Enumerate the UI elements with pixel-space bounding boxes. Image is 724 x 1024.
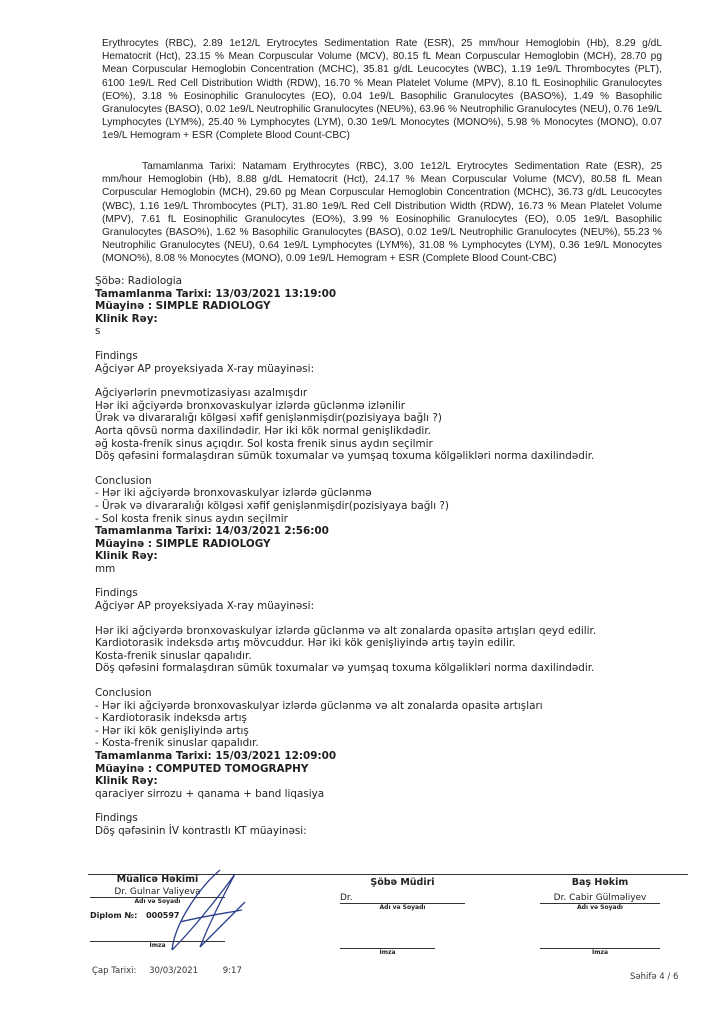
print-date-label: Çap Tarixi: xyxy=(92,966,137,976)
report2-findings-intro: Ağciyər AP proyeksiyada X-ray müayinəsi: xyxy=(95,600,315,613)
report2-clinical-value: mm xyxy=(95,562,116,575)
report2-completion-date: Tamamlanma Tarixi: 14/03/2021 2:56:00 xyxy=(95,525,329,538)
print-time: 9:17 xyxy=(222,966,242,976)
report1-finding: Ürək və divararalığı kölgəsi xəfif genişlənmişdir(pozisiyaya bağlı ?) xyxy=(95,412,442,425)
report1-clinical-value: s xyxy=(95,325,101,338)
report2-finding: Döş qəfəsini formalaşdıran sümük toxumalar və yumşaq toxuma kölgəlikləri norma daxilindədir. xyxy=(95,662,595,675)
report1-findings-label: Findings xyxy=(95,349,138,362)
department-head-name: Dr. xyxy=(340,893,465,904)
lab-results-block-1: Erythrocytes (RBC), 2.89 1e12/L Erytrocytes Sedimentation Rate (ESR), 25 mm/hour Hemoglobin (Hb), 8.29 g/dL Hematocrit (Hct), 23.15 % Mean Corpuscular Volume (MCV), 80.15 fL Mean Corpuscular Hemoglobin (MCH), 28.70 pg Mean Corpuscular Hemoglobin Concentration (MCHC), 35.81 g/dL Leucocytes (WBC), 1.19 1e9/L Thrombocytes (PLT), 6100 1e9/L Red Cell Distribution Width (RDW), 16.70 % Mean Platelet Volume (MPV), 8.10 fL Eosinophilic Granulocytes (EO%), 3.18 % Eosinophilic Granulocytes (EO), 0.04 1e9/L Basophilic Granulocytes (BASO%), 1.49 % Basophilic Granulocytes (BASO), 0.02 1e9/L Neutrophilic Granulocytes (NEU%), 63.96 % Neutrophilic Granulocytes (NEU), 0.76 1e9/L Lymphocytes (LYM%), 25.40 % Lymphocytes (LYM), 0.30 1e9/L Monocytes (MONO%), 5.98 % Monocytes (MONO), 0.07 1e9/L Hemogram + ESR (Complete Blood Count-CBC) xyxy=(102,38,662,142)
sign-caption: İmza xyxy=(379,949,396,956)
report3-findings-label: Findings xyxy=(95,812,138,825)
report1-finding: əğ kosta-frenik sinus açıqdır. Sol kosta frenik sinus aydın seçilmir xyxy=(95,437,433,450)
treating-doctor-title: Müalicə Həkimi xyxy=(116,874,199,885)
diploma-number: 000597 xyxy=(146,911,180,920)
report1-conclusion-item: - Sol kosta frenik sinus aydın seçilmir xyxy=(95,512,288,525)
lab-results-text-2: Tamamlanma Tarixi: Natamam Erythrocytes (RBC), 3.00 1e12/L Erytrocytes Sedimentation Rate (ESR), 25 mm/hour Hemoglobin (Hb), 8.88 g/dL Hematocrit (Hct), 24.17 % Mean Corpuscular Volume (MCV), 80.58 fL Mean Corpuscular Hemoglobin (MCH), 29.60 pg Mean Corpuscular Hemoglobin Concentration (MCHC), 36.73 g/dL Leucocytes (WBC), 1.16 1e9/L Thrombocytes (PLT), 31.80 1e9/L Red Cell Distribution Width (RDW), 16.73 % Mean Platelet Volume (MPV), 7.61 fL Eosinophilic Granulocytes (EO%), 3.99 % Eosinophilic Granulocytes (EO), 0.05 1e9/L Basophilic Granulocytes (BASO%), 1.62 % Basophilic Granulocytes (BASO), 0.02 1e9/L Neutrophilic Granulocytes (NEU%), 55.23 % Neutrophilic Granulocytes (NEU), 0.64 1e9/L Lymphocytes (LYM%), 31.08 % Lymphocytes (LYM), 0.36 1e9/L Monocytes (MONO%), 8.08 % Monocytes (MONO), 0.09 1e9/L Hemogram + ESR (Complete Blood Count-CBC) xyxy=(102,161,662,265)
report3-clinical-value: qaraciyer sirrozu + qanama + band liqasiya xyxy=(95,787,325,800)
report3-completion-date: Tamamlanma Tarixi: 15/03/2021 12:09:00 xyxy=(95,750,337,762)
report1-finding: Hər iki ağciyərdə bronxovaskulyar izlərdə güclənmə izlənilir xyxy=(95,399,406,412)
report2-findings-label: Findings xyxy=(95,587,138,600)
report2-exam-type: Müayinə : SIMPLE RADIOLOGY xyxy=(95,537,271,550)
report1-clinical-label: Klinik Rəy: xyxy=(95,312,158,325)
treating-doctor-name: Dr. Gulnar Valiyeva xyxy=(90,887,225,898)
print-date-row xyxy=(92,966,242,976)
department-label: Şöbə: Radiologia xyxy=(95,275,183,287)
report1-completion-date: Tamamlanma Tarixi: 13/03/2021 13:19:00 xyxy=(95,287,337,300)
report3-exam-type: Müayinə : COMPUTED TOMOGRAPHY xyxy=(95,762,309,775)
report2-conclusion-label: Conclusion xyxy=(95,687,152,700)
report2-conclusion-item: - Kardiotorasik indeksdə artış xyxy=(95,712,247,725)
chief-physician-name: Dr. Cabir Gülməliyev xyxy=(540,893,660,904)
report2-clinical-label: Klinik Rəy: xyxy=(95,550,158,563)
report2-conclusion-item: - Kosta-frenik sinuslar qapalıdır. xyxy=(95,737,259,750)
report1-conclusion-label: Conclusion xyxy=(95,474,152,487)
report2-finding: Kardiotorasik indeksdə artış mövcuddur. Hər iki kök genişliyində artış təyin edilir. xyxy=(95,637,516,650)
report3-findings-intro: Döş qəfəsinin İV kontrastlı KT müayinəsi: xyxy=(95,824,307,837)
report3-clinical-label: Klinik Rəy: xyxy=(95,775,158,788)
report1-finding: Ağciyərlərin pnevmotizasiyası azalmışdır xyxy=(95,387,308,400)
report1-conclusion-item: - Hər iki ağciyərdə bronxovaskulyar izlərdə güclənmə xyxy=(95,487,372,500)
diploma-label: Diplom №: xyxy=(90,911,138,920)
sign-caption: İmza xyxy=(591,949,609,956)
chief-physician-block xyxy=(540,877,660,956)
report1-findings-intro: Ağciyər AP proyeksiyada X-ray müayinəsi: xyxy=(95,362,315,375)
report2-conclusion-item: - Hər iki kök genişliyində artış xyxy=(95,724,249,737)
handwritten-signature xyxy=(160,862,250,957)
print-date: 30/03/2021 xyxy=(149,966,199,976)
report1-conclusion-item: - Ürək və divararalığı kölgəsi xəfif genişlənmişdir(pozisiyaya bağlı ?) xyxy=(95,499,449,512)
department-head-block xyxy=(340,877,465,956)
name-caption: Adı və Soyadı xyxy=(577,904,623,911)
report2-finding: Kosta-frenik sinuslar qapalıdır. xyxy=(95,649,252,662)
report2-conclusion-item: - Hər iki ağciyərdə bronxovaskulyar izlərdə güclənmə və alt zonalarda opasitə artışları xyxy=(95,699,543,712)
report2-finding: Hər iki ağciyərdə bronxovaskulyar izlərdə güclənmə və alt zonalarda opasitə artışları qeyd edilir. xyxy=(95,624,597,637)
chief-physician-title: Baş Həkim xyxy=(571,877,629,888)
sign-caption: İmza xyxy=(149,942,166,949)
report1-exam-type: Müayinə : SIMPLE RADIOLOGY xyxy=(95,300,271,313)
page-number: Səhifə 4 / 6 xyxy=(630,972,679,982)
department-head-title: Şöbə Müdiri xyxy=(370,877,435,888)
name-caption: Adı və Soyadı xyxy=(379,904,426,911)
report1-finding: Aorta qövsü norma daxilindədir. Hər iki kök normal genişlikdədir. xyxy=(95,424,431,437)
lab-results-block-2 xyxy=(102,160,662,266)
name-caption: Adı və Soyadı xyxy=(134,898,181,905)
radiology-section xyxy=(95,275,695,838)
report1-finding: Döş qəfəsini formalaşdıran sümük toxumalar və yumşaq toxuma kölgəlikləri norma daxilindədir. xyxy=(95,450,595,463)
